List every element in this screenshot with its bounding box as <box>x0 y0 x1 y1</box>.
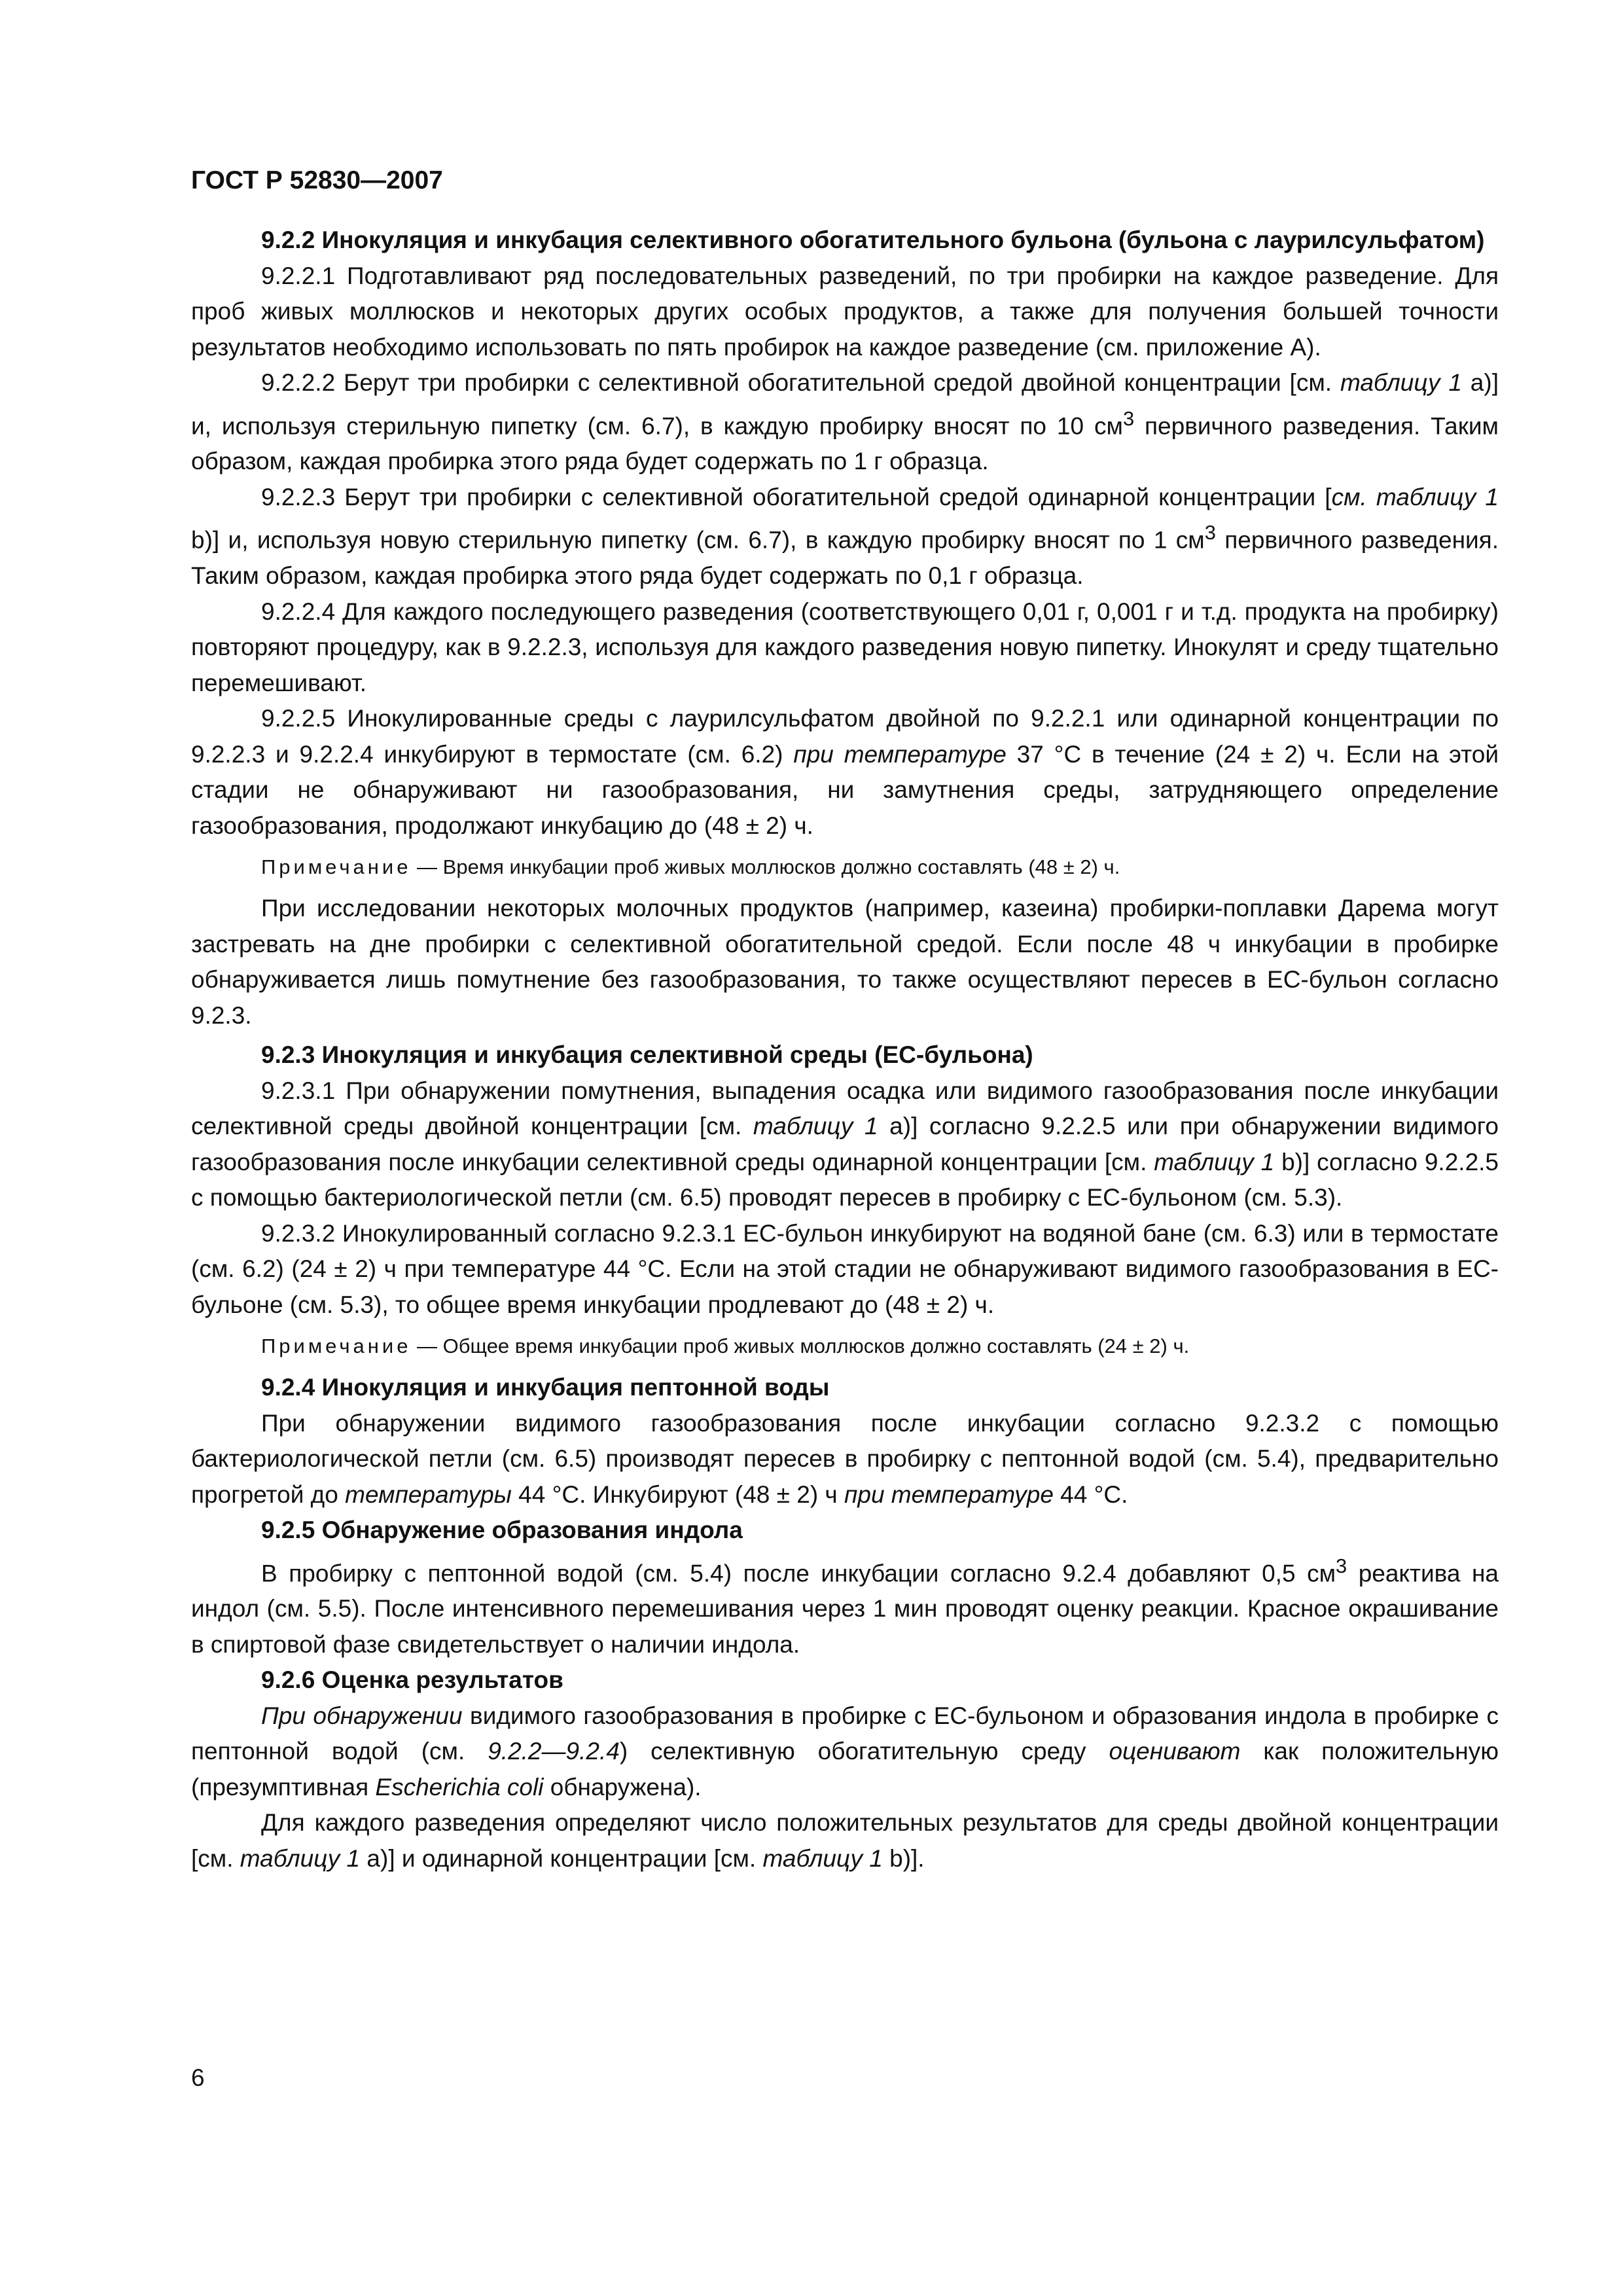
note-9-2-2: Примечание — Время инкубации проб живых моллюсков должно составлять (48 ± 2) ч. <box>261 855 1120 879</box>
paragraph-dairy-note: При исследовании некоторых молочных продуктов (например, казеина) пробирки-поплавки Дарема могут застревать на дне пробирки с селективной обогатительной средой. Если после 48 ч инкубации в пробирке обнаруживается лишь помутнение без газообразования, то также осуществляют пересев в ЕС-бульон согласно 9.2.3. <box>191 895 1499 1029</box>
paragraph-9-2-2-2: 9.2.2.2 Берут три пробирки с селективной обогатительной средой двойной концентрации [см. таблицу 1 a)] и, используя стерильную пипетку (см. 6.7), в каждую пробирку вносят по 10 $см^3$ первичного разведения. Таким образом, каждая пробирка этого ряда будет содержать по 1 г образца. <box>191 369 1499 475</box>
note-9-2-3: Примечание — Общее время инкубации проб живых моллюсков должно составлять (24 ± 2) ч. <box>261 1335 1190 1358</box>
section-heading-9-2-3: 9.2.3 Инокуляция и инкубация селективной среды (ЕС-бульона) <box>261 1041 1033 1069</box>
paragraph-9-2-5: В пробирку с пептонной водой (см. 5.4) после инкубации согласно 9.2.4 добавляют 0,5 $см^3$ реактива на индол (см. 5.5). После интенсивного перемешивания через 1 мин проводят оценку реакции. Красное окрашивание в спиртовой фазе свидетельствует о наличии индола. <box>191 1554 1499 1658</box>
page-number: 6 <box>191 2064 205 2091</box>
paragraph-9-2-6-1: При обнаружении видимого газообразования в пробирке с ЕС-бульоном и образования индола в пробирке с пептонной водой (см. 9.2.2—9.2.4) селективную обогатительную среду оценивают как положительную (презумптивная Escherichia coli обнаружена). <box>191 1702 1499 1801</box>
document-body <box>191 223 1499 1876</box>
paragraph-9-2-6-2: Для каждого разведения определяют число положительных результатов для среды двойной концентрации [см. таблицу 1 a)] и одинарной концентрации [см. таблицу 1 b)]. <box>191 1809 1499 1872</box>
section-heading-9-2-4: 9.2.4 Инокуляция и инкубация пептонной воды <box>261 1374 830 1401</box>
section-heading-9-2-6: 9.2.6 Оценка результатов <box>261 1666 563 1694</box>
paragraph-9-2-2-4: 9.2.2.4 Для каждого последующего разведения (соответствующего 0,01 г, 0,001 г и т.д. продукта на пробирку) повторяют процедуру, как в 9.2.2.3, используя для каждого разведения новую пипетку. Инокулят и среду тщательно перемешивают. <box>191 598 1499 696</box>
paragraph-9-2-3-1: 9.2.3.1 При обнаружении помутнения, выпадения осадка или видимого газообразования после инкубации селективной среды двойной концентрации [см. таблицу 1 a)] согласно 9.2.2.5 или при обнаружении видимого газообразования после инкубации селективной среды одинарной концентрации [см. таблицу 1 b)] согласно 9.2.2.5 с помощью бактериологической петли (см. 6.5) проводят пересев в пробирку с ЕС-бульоном (см. 5.3). <box>191 1077 1499 1211</box>
section-heading-9-2-5: 9.2.5 Обнаружение образования индола <box>261 1516 743 1544</box>
paragraph-9-2-2-3: 9.2.2.3 Берут три пробирки с селективной обогатительной средой одинарной концентрации [см. таблицу 1 b)] и, используя новую стерильную пипетку (см. 6.7), в каждую пробирку вносят по 1 $см^3$ первичного разведения. Таким образом, каждая пробирка этого ряда будет содержать по 0,1 г образца. <box>191 483 1499 590</box>
paragraph-9-2-2-1: 9.2.2.1 Подготавливают ряд последовательных разведений, по три пробирки на каждое разведение. Для проб живых моллюсков и некоторых других особых продуктов, а также для получения большей точности результатов необходимо использовать по пять пробирок на каждое разведение (см. приложение А). <box>191 262 1499 361</box>
section-heading-9-2-2: 9.2.2 Инокуляция и инкубация селективного обогатительного бульона (бульона с лаурилсульфатом) <box>261 226 1485 253</box>
paragraph-9-2-4: При обнаружении видимого газообразования после инкубации согласно 9.2.3.2 с помощью бактериологической петли (см. 6.5) производят пересев в пробирку с пептонной водой (см. 5.4), предварительно прогретой до температуры 44 °С. Инкубируют (48 ± 2) ч при температуре 44 °С. <box>191 1409 1499 1508</box>
paragraph-9-2-2-5: 9.2.2.5 Инокулированные среды с лаурилсульфатом двойной по 9.2.2.1 или одинарной концентрации по 9.2.2.3 и 9.2.2.4 инкубируют в термостате (см. 6.2) при температуре 37 °С в течение (24 ± 2) ч. Если на этой стадии не обнаруживают ни газообразования, ни замутнения среды, затрудняющего определение газообразования, продолжают инкубацию до (48 ± 2) ч. <box>191 705 1499 839</box>
document-header: ГОСТ Р 52830—2007 <box>191 166 443 194</box>
paragraph-9-2-3-2: 9.2.3.2 Инокулированный согласно 9.2.3.1 ЕС-бульон инкубируют на водяной бане (см. 6.3) или в термостате (см. 6.2) (24 ± 2) ч при температуре 44 °С. Если на этой стадии не обнаруживают видимого газообразования в ЕС-бульоне (см. 5.3), то общее время инкубации продлевают до (48 ± 2) ч. <box>191 1219 1499 1318</box>
